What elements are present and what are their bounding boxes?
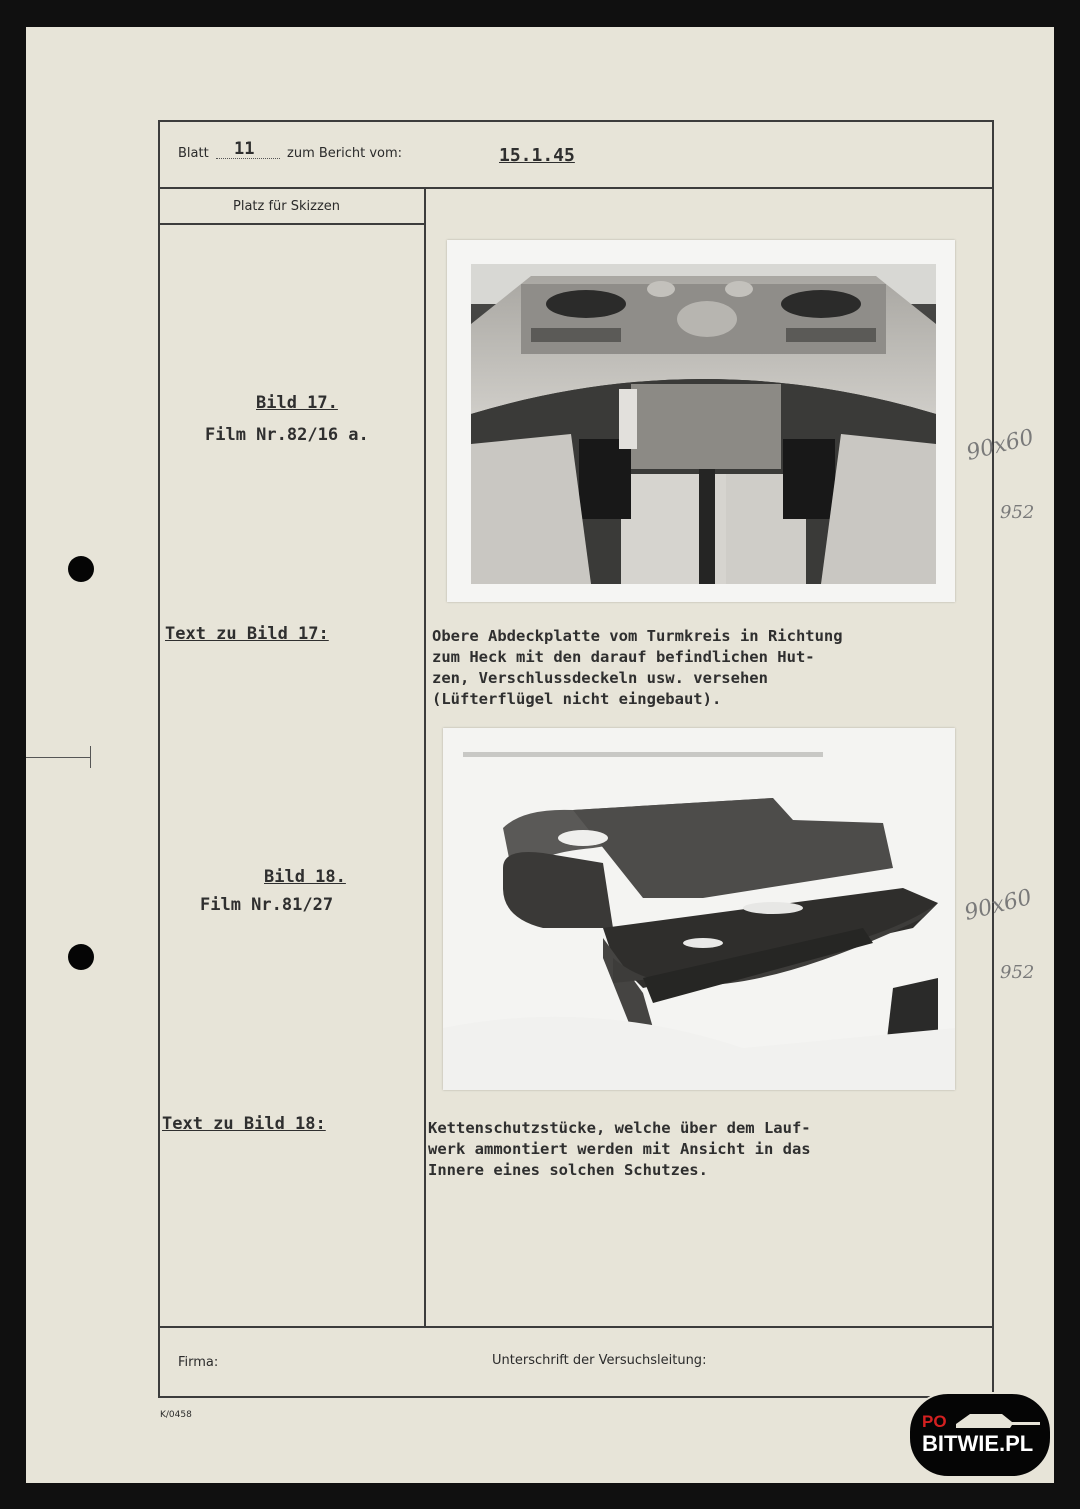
text-17-label: Text zu Bild 17: bbox=[165, 624, 329, 644]
logo-text-po: PO bbox=[922, 1412, 947, 1431]
pencil-number-17: 952 bbox=[1000, 502, 1035, 523]
caption-18 bbox=[428, 1118, 811, 1181]
photo-bild-17 bbox=[471, 264, 936, 584]
signature-label: Unterschrift der Versuchsleitung: bbox=[492, 1353, 707, 1368]
footer-divider bbox=[158, 1326, 994, 1328]
caption-17-line-1: Obere Abdeckplatte vom Turmkreis in Richtung bbox=[432, 627, 843, 645]
photo-card-18 bbox=[443, 728, 955, 1090]
punch-hole-top bbox=[68, 556, 94, 582]
film-17-label: Film Nr.82/16 a. bbox=[205, 425, 369, 445]
column-divider bbox=[424, 187, 426, 1327]
caption-17 bbox=[432, 626, 843, 710]
fold-mark-tick bbox=[90, 746, 91, 768]
logo-text-bitwie: BITWIE.PL bbox=[922, 1431, 1034, 1456]
bericht-label: zum Bericht vom: bbox=[287, 146, 403, 161]
column-header-divider bbox=[158, 223, 426, 225]
caption-17-line-3: zen, Verschlussdeckeln usw. versehen bbox=[432, 669, 768, 687]
form-code: K/0458 bbox=[160, 1410, 192, 1420]
firma-label: Firma: bbox=[178, 1355, 219, 1370]
sketch-column-header: Platz für Skizzen bbox=[233, 199, 341, 214]
caption-17-line-4: (Lüfterflügel nicht eingebaut). bbox=[432, 690, 722, 708]
blatt-label: Blatt bbox=[178, 146, 209, 161]
tank-hull-interior-photo bbox=[471, 264, 936, 584]
blatt-number: 11 bbox=[234, 139, 255, 159]
pencil-number-18: 952 bbox=[1000, 962, 1035, 983]
track-guard-photo bbox=[443, 728, 955, 1090]
photo-bild-18 bbox=[443, 728, 955, 1090]
punch-hole-bottom bbox=[68, 944, 94, 970]
header-divider bbox=[158, 187, 994, 189]
text-18-label: Text zu Bild 18: bbox=[162, 1114, 326, 1134]
bild-17-label: Bild 17. bbox=[256, 393, 338, 413]
pobitwie-logo bbox=[908, 1392, 1052, 1478]
caption-18-line-2: werk ammontiert werden mit Ansicht in das bbox=[428, 1140, 811, 1158]
caption-18-line-1: Kettenschutzstücke, welche über dem Lauf- bbox=[428, 1119, 811, 1137]
bild-18-label: Bild 18. bbox=[264, 867, 346, 887]
bericht-date: 15.1.45 bbox=[499, 145, 575, 166]
film-18-label: Film Nr.81/27 bbox=[200, 895, 334, 915]
pencil-size-17: 90x60 bbox=[963, 425, 1037, 466]
caption-17-line-2: zum Heck mit den darauf befindlichen Hut- bbox=[432, 648, 815, 666]
photo-card-17 bbox=[447, 240, 955, 602]
pencil-size-18: 90x60 bbox=[961, 885, 1035, 926]
fold-mark bbox=[26, 757, 90, 758]
caption-18-line-3: Innere eines solchen Schutzes. bbox=[428, 1161, 708, 1179]
